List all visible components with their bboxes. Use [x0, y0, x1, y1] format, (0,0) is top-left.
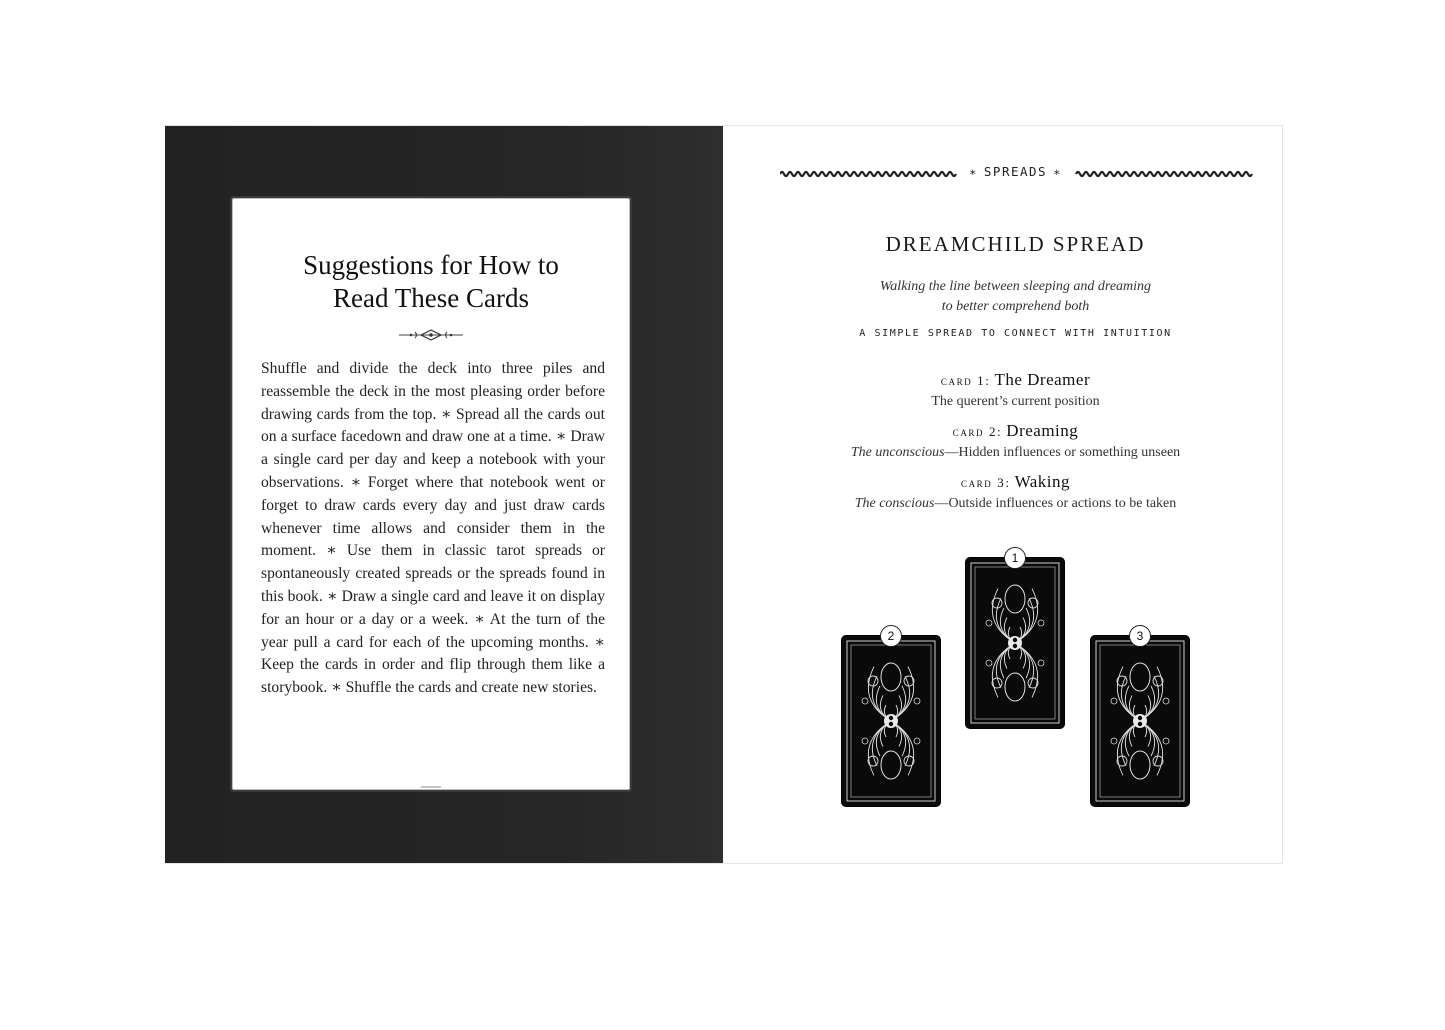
card-entry-1 [723, 369, 1308, 411]
book-spread [165, 125, 1283, 864]
card-back-pattern-icon [1091, 636, 1189, 806]
star-icon: ∗ [969, 165, 978, 179]
section-label-text: SPREADS [983, 164, 1048, 179]
card-desc: —Hidden influences or something unseen [944, 445, 1181, 460]
card-back-pattern-icon [842, 636, 940, 806]
card-entry-3 [723, 471, 1308, 513]
spread-title: DREAMCHILD SPREAD [885, 232, 1146, 256]
flourish-ornament-icon [399, 329, 463, 341]
card-name: The Dreamer [994, 370, 1091, 389]
page-title [233, 249, 629, 315]
card-desc-italic: The conscious [854, 496, 935, 511]
tarot-card-back-1 [966, 551, 1064, 728]
card-desc-italic: The unconscious [850, 445, 945, 460]
position-badge-1: 1 [1004, 547, 1026, 569]
subtitle-line-1: Walking the line between sleeping and dreaming [879, 279, 1152, 294]
bottom-ornament-icon [421, 785, 441, 789]
card-back-pattern-icon [966, 558, 1064, 728]
card-desc: —Outside influences or actions to be taken [934, 496, 1177, 511]
card-label: card 1: [940, 373, 991, 388]
page-title-line-1: Suggestions for How to [303, 250, 559, 280]
right-page [723, 126, 1282, 863]
paper-sheet [233, 199, 629, 789]
subtitle-line-2: to better comprehend both [941, 298, 1090, 314]
card-name: Dreaming [1006, 421, 1079, 440]
card-name: Waking [1014, 472, 1071, 491]
left-page [165, 126, 723, 863]
spread-subtitle [723, 277, 1308, 316]
tarot-card-back-3 [1091, 629, 1189, 806]
star-icon: ∗ [1053, 165, 1062, 179]
card-entry-2 [723, 420, 1308, 462]
card-label: card 3: [960, 475, 1011, 490]
position-badge-3: 3 [1129, 625, 1151, 647]
position-badge-2: 2 [880, 625, 902, 647]
tarot-card-back-2 [842, 629, 940, 806]
page-title-line-2: Read These Cards [333, 283, 529, 313]
spread-tagline: A SIMPLE SPREAD TO CONNECT WITH INTUITION [859, 328, 1172, 339]
section-label [723, 164, 1308, 179]
card-desc: The querent’s current position [931, 394, 1100, 409]
card-label: card 2: [952, 424, 1003, 439]
suggestions-body: Shuffle and divide the deck into three piles and reassemble the deck in the most pleasing order before drawing cards from the top. ∗ Spread all the cards out on a surface facedown and draw one at a time. ∗ Draw a single card per day and keep a notebook with your observations. ∗ Forget where that notebook went or forget to draw cards every day and just draw cards whenever time allows and consider them in the moment. ∗ Use them in classic tarot spreads or spontaneously created spreads or the spreads found in this book. ∗ Draw a single card and leave it on display for an hour or a day or a week. ∗ At the turn of the year pull a card for each of the upcoming months. ∗ Keep the cards in order and flip through them like a storybook. ∗ Shuffle the cards and create new stories. [261, 360, 605, 697]
